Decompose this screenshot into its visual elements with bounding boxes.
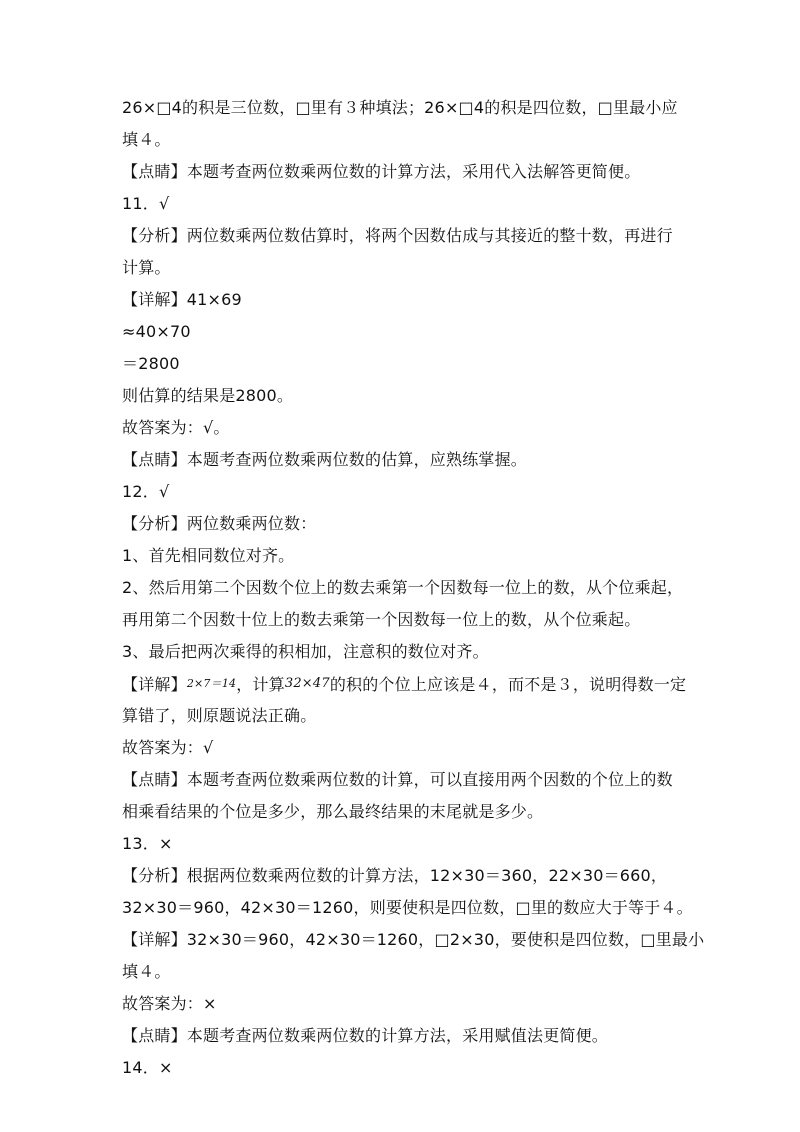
detail-suffix: 的积的个位上应该是４，而不是３，说明得数一定 (329, 675, 687, 694)
answer-number-11: 11．√ (122, 194, 170, 213)
text-line: 填４。 (122, 962, 171, 981)
answer-number-13: 13．× (122, 834, 173, 853)
detail-middle: ，计算 (236, 675, 285, 694)
text-line: 相乘看结果的个位是多少，那么最终结果的末尾就是多少。 (122, 802, 544, 821)
text-line: 【分析】根据两位数乘两位数的计算方法，12×30＝360，22×30＝660， (122, 866, 668, 885)
text-line: 故答案为：× (122, 994, 217, 1013)
text-line: 32×30＝960，42×30＝1260，则要使积是四位数，□里的数应大于等于４。 (122, 898, 693, 917)
text-line: 填４。 (122, 130, 171, 149)
text-line: 故答案为：√ (122, 738, 214, 757)
text-line: ≈40×70 (122, 322, 191, 341)
text-line: 1、首先相同数位对齐。 (122, 546, 295, 565)
text-line: 【详解】32×30＝960，42×30＝1260，□2×30，要使积是四位数，□里最小 (122, 930, 705, 949)
text-line: 3、最后把两次乘得的积相加，注意积的数位对齐。 (122, 642, 489, 661)
answer-number-12: 12．√ (122, 482, 170, 501)
text-line: ＝2800 (122, 354, 180, 373)
detail-line-with-formulas (122, 674, 686, 695)
text-line: 故答案为：√。 (122, 418, 230, 437)
text-line: 【点睛】本题考查两位数乘两位数的计算方法，采用赋值法更简便。 (122, 1026, 609, 1045)
text-line: 则估算的结果是2800。 (122, 386, 294, 405)
text-line: 算错了，则原题说法正确。 (122, 706, 317, 725)
detail-prefix: 【详解】 (122, 675, 187, 694)
answer-number-14: 14．× (122, 1058, 173, 1077)
text-line: 【分析】两位数乘两位数估算时，将两个因数估成与其接近的整十数，再进行 (122, 226, 673, 245)
text-line: 再用第二个因数十位上的数去乘第一个因数每一位上的数，从个位乘起。 (122, 610, 641, 629)
text-line: 计算。 (122, 258, 171, 277)
text-line: 26×□4的积是三位数，□里有３种填法；26×□4的积是四位数，□里最小应 (122, 98, 678, 117)
text-line: 2、然后用第二个因数个位上的数去乘第一个因数每一位上的数，从个位乘起， (122, 578, 684, 597)
formula-32x47: 32×47 (284, 676, 330, 691)
text-line: 【详解】41×69 (122, 290, 242, 309)
formula-2x7: 2×7＝14 (186, 677, 237, 690)
text-line: 【分析】两位数乘两位数： (122, 514, 317, 533)
text-line: 【点睛】本题考查两位数乘两位数的计算，可以直接用两个因数的个位上的数 (122, 770, 673, 789)
text-line: 【点睛】本题考查两位数乘两位数的估算，应熟练掌握。 (122, 450, 528, 469)
text-line: 【点睛】本题考查两位数乘两位数的计算方法，采用代入法解答更简便。 (122, 162, 641, 181)
